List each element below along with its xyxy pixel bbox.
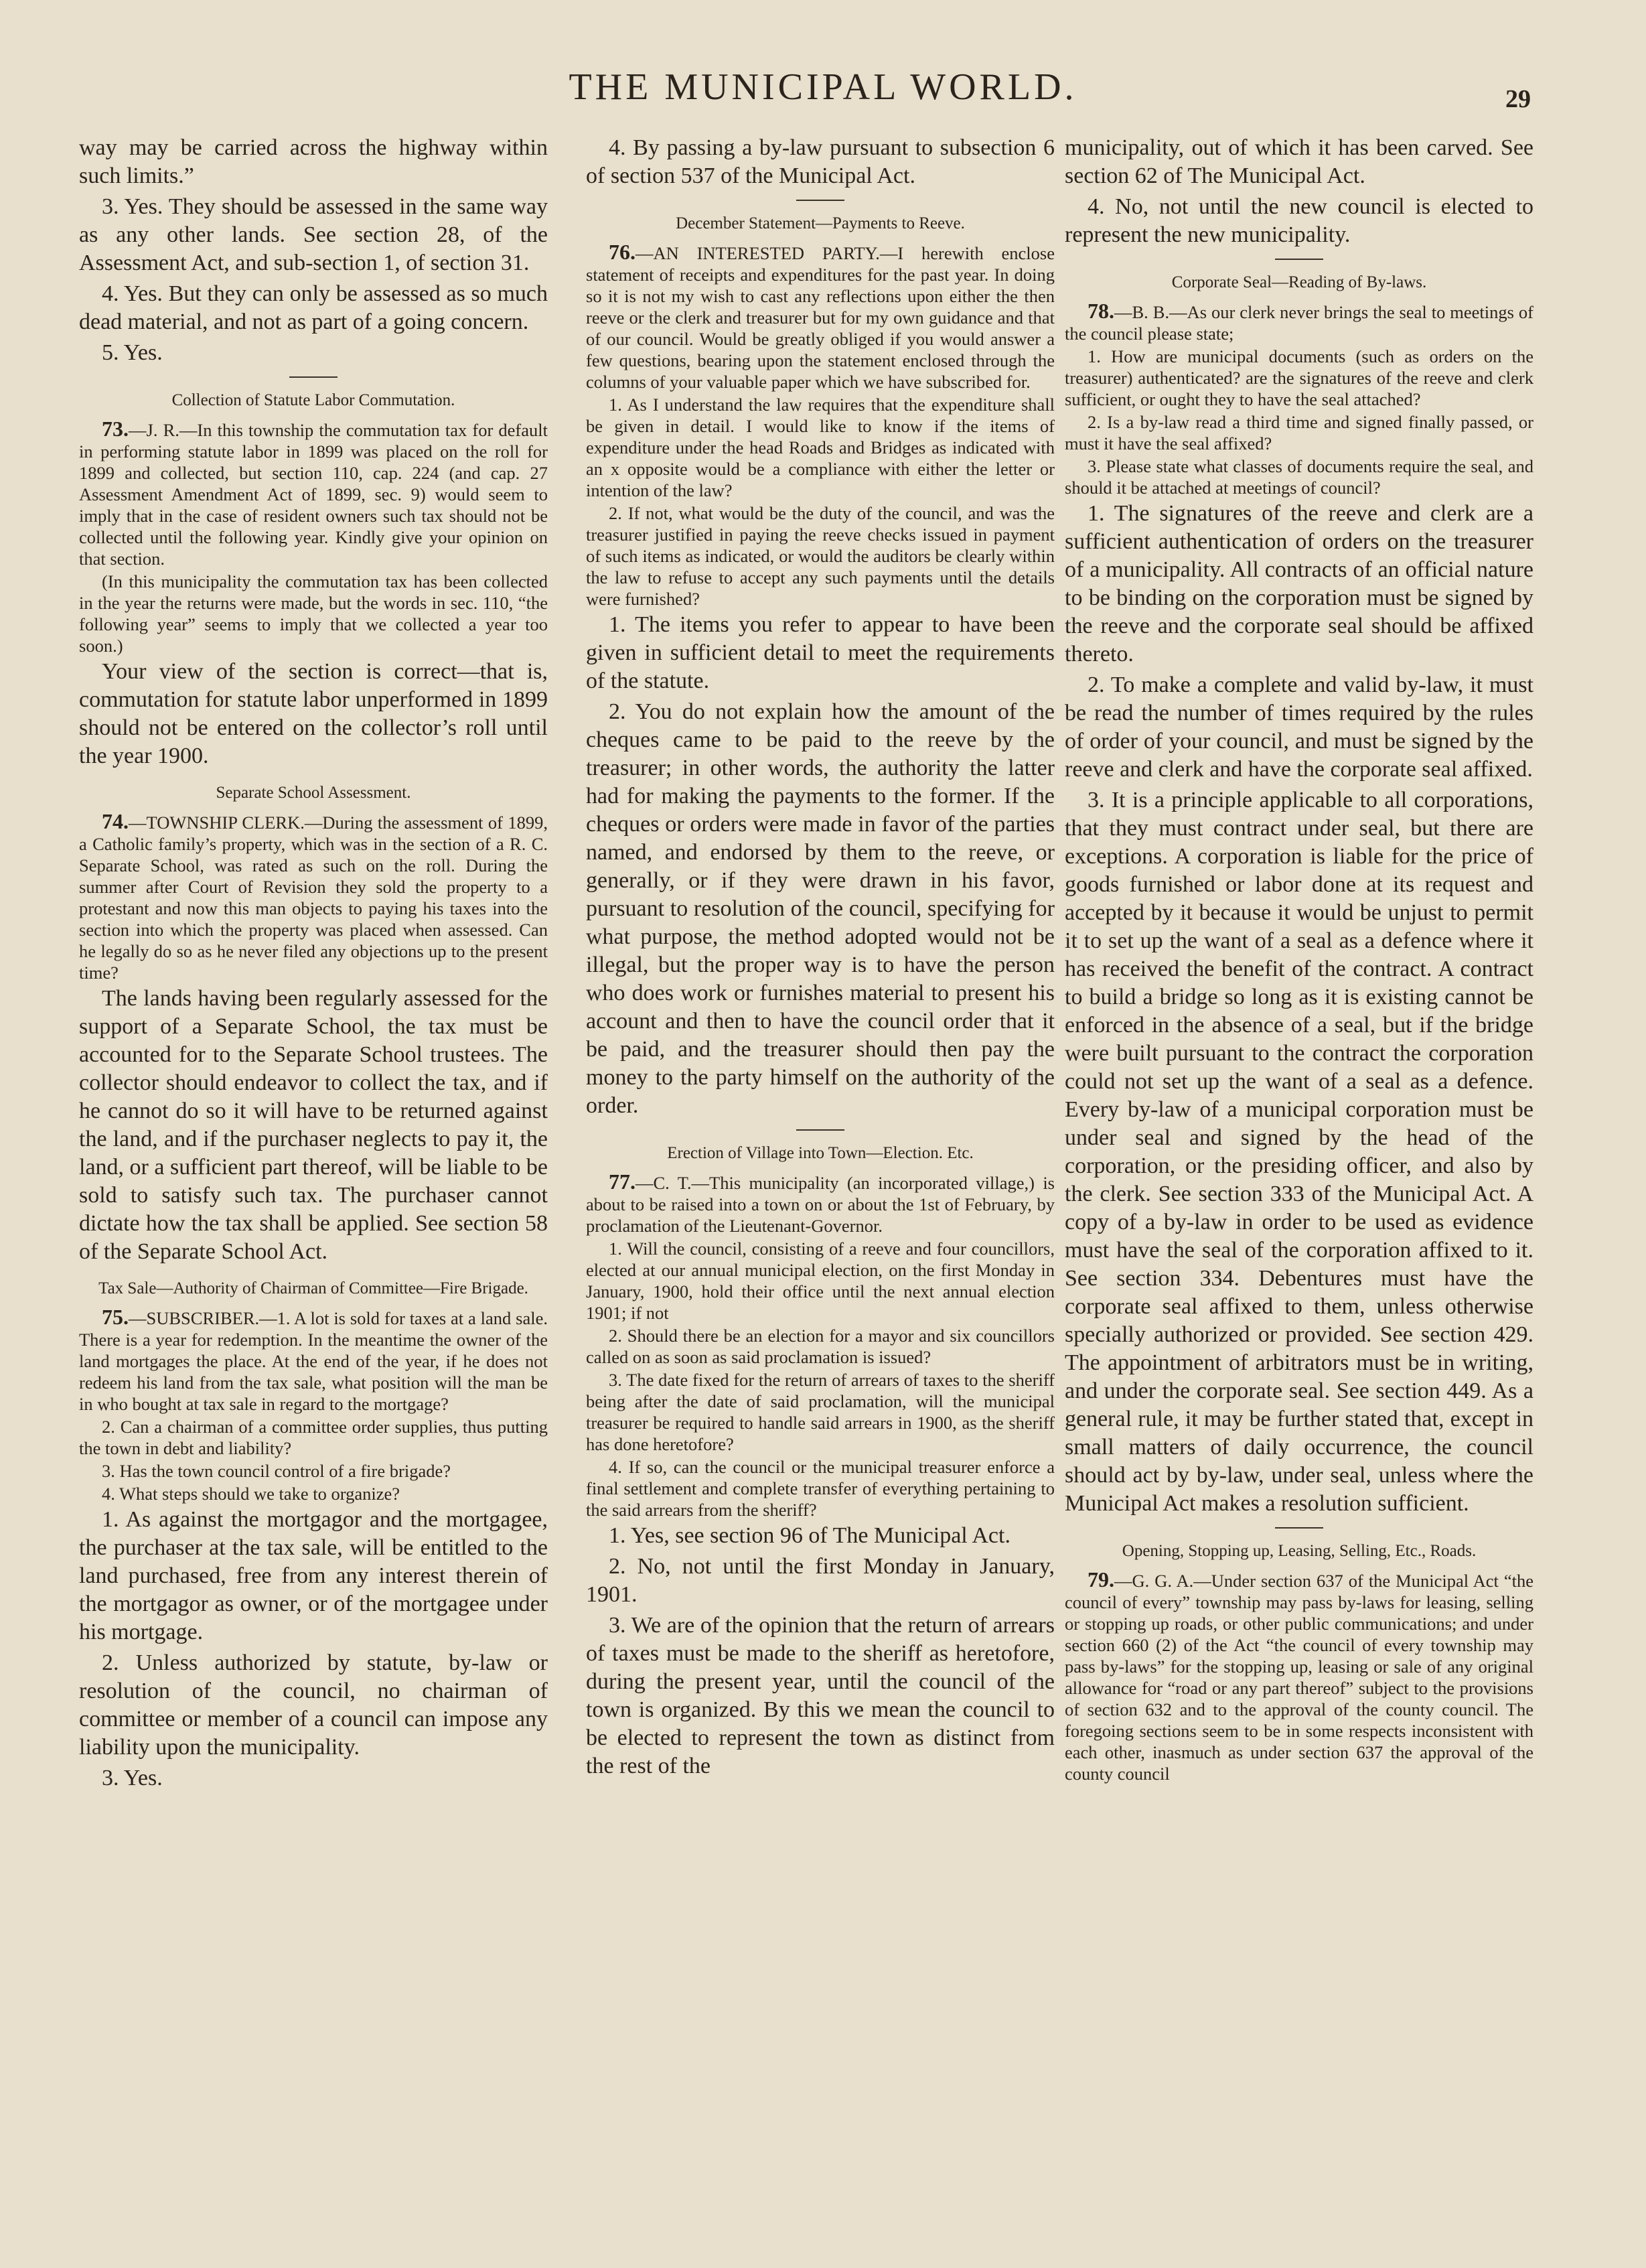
question-text: —TOWNSHIP CLERK.—During the assessment of 1899, a Catholic family’s property, which was in the section of a R. C. Separate School, was rated as such on the roll. During the summer after Court of Revision they sold the property to a protestant and now this man objects to paying his taxes into the section into which the property was placed when assessed. Can he legally do so as he never filed any objections up to the present time? — [79, 812, 548, 983]
question-number: 76. — [609, 240, 635, 264]
question-paragraph — [79, 1306, 548, 1415]
answer-paragraph: 2. To make a complete and valid by-law, it must be read the number of times required by the rules of order of your council, and must be signed by the reeve and clerk and have the corporate seal affixed. — [1065, 672, 1533, 782]
question-number: 73. — [102, 417, 129, 441]
section-divider — [1275, 259, 1323, 260]
question-paragraph: 3. The date fixed for the return of arrears of taxes to the sheriff being after the date of said proclamation, will the municipal treasurer be required to handle said arrears in 1900, as the sheriff has done heretofore? — [586, 1370, 1055, 1454]
question-paragraph: 2. Can a chairman of a committee order supplies, thus putting the town in debt and liability? — [79, 1417, 548, 1458]
question-number: 77. — [609, 1170, 635, 1194]
answer-paragraph: 5. Yes. — [102, 340, 163, 365]
answer-paragraph: 3. Yes. They should be assessed in the same way as any other lands. See section 28, of the Assessment Act, and sub-section 1, of section 31. — [79, 194, 548, 275]
column-middle — [586, 134, 1055, 2251]
question-number: 78. — [1088, 299, 1114, 323]
question-text: —J. R.—In this township the commutation tax for default in performing statute labor in 1899 was placed on the roll for 1899 and collected, but section 110, cap. 224 (and cap. 27 Assessment Amendment Act of 1899, sec. 9) would seem to imply that in the case of resident owners such tax should not be collected until the following year. Kindly give your opinion on that section. — [79, 420, 548, 569]
question-paragraph: 1. How are municipal documents (such as orders on the treasurer) authenticated? are the signatures of the reeve and clerk sufficient, or ought they to have the seal attached? — [1065, 346, 1533, 409]
question-paragraph: 3. Has the town council control of a fire brigade? — [102, 1461, 451, 1481]
answer-paragraph: 1. Yes, see section 96 of The Municipal Act. — [609, 1523, 1011, 1548]
column-right — [1065, 134, 1533, 2251]
answer-paragraph: way may be carried across the highway within such limits.” — [79, 135, 548, 188]
section-divider — [289, 376, 338, 378]
answer-paragraph: The lands having been regularly assessed for the support of a Separate School, the tax must be accounted for to the Separate School trustees. The collector should endeavor to collect the tax, and if he cannot do so it will have to be returned against the land, and if the purchaser neglects to pay it, the land, or a sufficient part thereof, will be liable to be sold to satisfy such tax. The purchaser cannot dictate how the tax shall be applied. See section 58 of the Separate School Act. — [79, 986, 548, 1264]
question-number: 75. — [102, 1305, 129, 1329]
question-number: 74. — [102, 809, 129, 833]
answer-paragraph: 4. Yes. But they can only be assessed as so much dead material, and not as part of a going concern. — [79, 281, 548, 334]
answer-paragraph: 1. The items you refer to appear to have been given in sufficient detail to meet the requirements of the statute. — [586, 612, 1055, 693]
section-heading: December Statement—Payments to Reeve. — [676, 214, 965, 232]
question-paragraph: 2. If not, what would be the duty of the council, and was the treasurer justified in paying the reeve checks issued in payment of such items as indicated, or would the auditors be clearly within the law to refuse to accept any such payments until the details were furnished? — [586, 503, 1055, 609]
question-paragraph: 2. Should there be an election for a mayor and six councillors called on as soon as said proclamation is issued? — [586, 1326, 1055, 1367]
page-header — [0, 66, 1646, 119]
section-heading: Corporate Seal—Reading of By-laws. — [1171, 273, 1427, 291]
answer-paragraph: 3. It is a principle applicable to all corporations, that they must contract under seal, but there are exceptions. A corporation is liable for the price of goods furnished or labor done at its request and accepted by it because it would be unjust to permit it to set up the want of a seal as a defence where it has received the benefit of the contract. A contract to build a bridge so long as it is existing cannot be enforced in the absence of a seal, but if the bridge were built pursuant to the contract the corporation could not set up the want of a seal as a defence. Every by-law of a municipal corporation must be under seal and signed by the head of the corporation, or the presiding officer, and also by the clerk. See section 333 of the Municipal Act. A copy of a by-law in order to be used as evidence must have the seal of the corporation affixed to it. See section 334. Debentures must have the corporate seal affixed to them, unless otherwise specially authorized or provided. See section 429. The appointment of arbitrators must be in writing, and under the corporate seal. See section 449. As a general rule, it may be further stated that, except in small matters of daily occurrence, the council should act by by-law, under seal, unless where the Municipal Act makes a resolution sufficient. — [1065, 788, 1533, 1516]
answer-paragraph: 4. By passing a by-law pursuant to subsection 6 of section 537 of the Municipal Act. — [586, 135, 1055, 188]
section-divider — [796, 200, 844, 201]
answer-paragraph: 2. No, not until the first Monday in January, 1901. — [586, 1554, 1055, 1607]
question-paragraph: 4. If so, can the council or the municipal treasurer enforce a final settlement and complete transfer of everything pertaining to the said arrears from the sheriff? — [586, 1457, 1055, 1520]
question-number: 79. — [1088, 1567, 1114, 1591]
section-divider — [1275, 1527, 1323, 1529]
question-paragraph: 4. What steps should we take to organize? — [102, 1484, 400, 1504]
answer-paragraph: 2. You do not explain how the amount of the cheques came to be paid to the reeve by the treasurer; in other words, the authority the latter had for making the payments to the former. If the cheques or orders were made in favor of the parties named, and endorsed by them to the reeve, or generally, or if they were drawn in his favor, pursuant to resolution of the council, specifying for what purpose, the method adopted would not be illegal, but the proper way is to have the person who does work or furnishes material to present his account and then to have the council order that it be paid, and the treasurer should then pay the money to the party himself on the authority of the order. — [586, 699, 1055, 1118]
answer-paragraph: 1. As against the mortgagor and the mortgagee, the purchaser at the tax sale, will be entitled to the land purchased, free from any interest therein of the mortgagor as owner, or of the mortgagee under his mortgage. — [79, 1507, 548, 1644]
answer-paragraph: 1. The signatures of the reeve and clerk are a sufficient authentication of orders on the treasurer of a municipality. All contracts of an official nature to be binding on the corporation must be signed by the reeve and the corporate seal should be affixed thereto. — [1065, 501, 1533, 666]
answer-paragraph: 2. Unless authorized by statute, by-law or resolution of the council, no chairman of committee or member of a council can impose any liability upon the municipality. — [79, 1650, 548, 1760]
question-text: —AN INTERESTED PARTY.—I herewith enclose statement of receipts and expenditures for the past year. In doing so it is not my wish to cast any reflections upon either the then reeve or the clerk and treasurer but for my own guidance and that of our council. Would be greatly obliged if you would answer a few questions, bearing upon the statement enclosed through the columns of your valuable paper which we have subscribed for. — [586, 243, 1055, 392]
column-left — [79, 134, 548, 2251]
question-paragraph — [586, 1171, 1055, 1236]
question-paragraph — [586, 241, 1055, 393]
answer-paragraph: municipality, out of which it has been carved. See section 62 of The Municipal Act. — [1065, 135, 1533, 188]
section-heading: Erection of Village into Town—Election. Etc. — [667, 1144, 974, 1162]
page-number: 29 — [1505, 85, 1531, 113]
question-paragraph: 3. Please state what classes of documents require the seal, and should it be attached at meetings of council? — [1065, 456, 1533, 498]
question-paragraph — [79, 810, 548, 983]
section-heading: Separate School Assessment. — [216, 784, 411, 802]
question-paragraph: 1. Will the council, consisting of a reeve and four councillors, elected at our annual municipal election, on the first Monday in January, 1900, hold their office until the next annual election 1901; if not — [586, 1238, 1055, 1323]
answer-paragraph: 3. We are of the opinion that the return of arrears of taxes must be made to the sheriff as heretofore, during the present year, until the council of the town is organized. By this we mean the council to be elected to represent the town as distinct from the rest of the — [586, 1613, 1055, 1778]
question-paragraph: 2. Is a by-law read a third time and signed finally passed, or must it have the seal affixed? — [1065, 412, 1533, 453]
masthead-title: THE MUNICIPAL WORLD. — [569, 66, 1077, 108]
question-text: —G. G. A.—Under section 637 of the Municipal Act “the council of every” township may pass by-laws for leasing, selling or stopping up roads, or other public communications; and under section 660 (2) of the Act “the council of every township may pass by-laws” for the stopping up, leasing or sale of any original allowance for “road or any part thereof” subject to the provisions of section 632 and to the approval of the county council. The foregoing sections seem to be in some respects inconsistent with each other, inasmuch as under section 637 the approval of the county council — [1065, 1571, 1533, 1784]
question-paragraph: 1. As I understand the law requires that the expenditure shall be given in detail. I would like to know if the items of expenditure under the head Roads and Bridges as indicated with an x opposite would be a compliance with either the letter or intention of the law? — [586, 395, 1055, 500]
answer-paragraph: 4. No, not until the new council is elected to represent the new municipality. — [1065, 194, 1533, 247]
section-heading: Opening, Stopping up, Leasing, Selling, Etc., Roads. — [1122, 1542, 1477, 1560]
answer-paragraph: 3. Yes. — [102, 1766, 163, 1790]
section-heading: Collection of Statute Labor Commutation. — [171, 391, 455, 409]
question-paragraph — [1065, 1569, 1533, 1784]
section-divider — [796, 1129, 844, 1131]
answer-paragraph: Your view of the section is correct—that is, commutation for statute labor unperformed in 1899 should not be entered on the collector’s roll until the year 1900. — [79, 659, 548, 768]
question-text: —B. B.—As our clerk never brings the seal to meetings of the council please state; — [1065, 302, 1533, 344]
question-text: —SUBSCRIBER.—1. A lot is sold for taxes at a land sale. There is a year for redemption. In the meantime the owner of the land mortgages the place. At the end of the year, if he does not redeem his land from the tax sale, what position will the man be in who bought at tax sale in regard to the mortgage? — [79, 1308, 548, 1414]
question-paragraph — [79, 418, 548, 569]
question-paragraph — [1065, 300, 1533, 344]
question-paragraph: (In this municipality the commutation tax has been collected in the year the returns were made, but the words in sec. 110, “the following year” seems to imply that we collected a year too soon.) — [79, 571, 548, 656]
section-heading: Tax Sale—Authority of Chairman of Committee—Fire Brigade. — [98, 1279, 528, 1297]
question-text: —C. T.—This municipality (an incorporated village,) is about to be raised into a town on or about the 1st of February, by proclamation of the Lieutenant-Governor. — [586, 1173, 1055, 1236]
